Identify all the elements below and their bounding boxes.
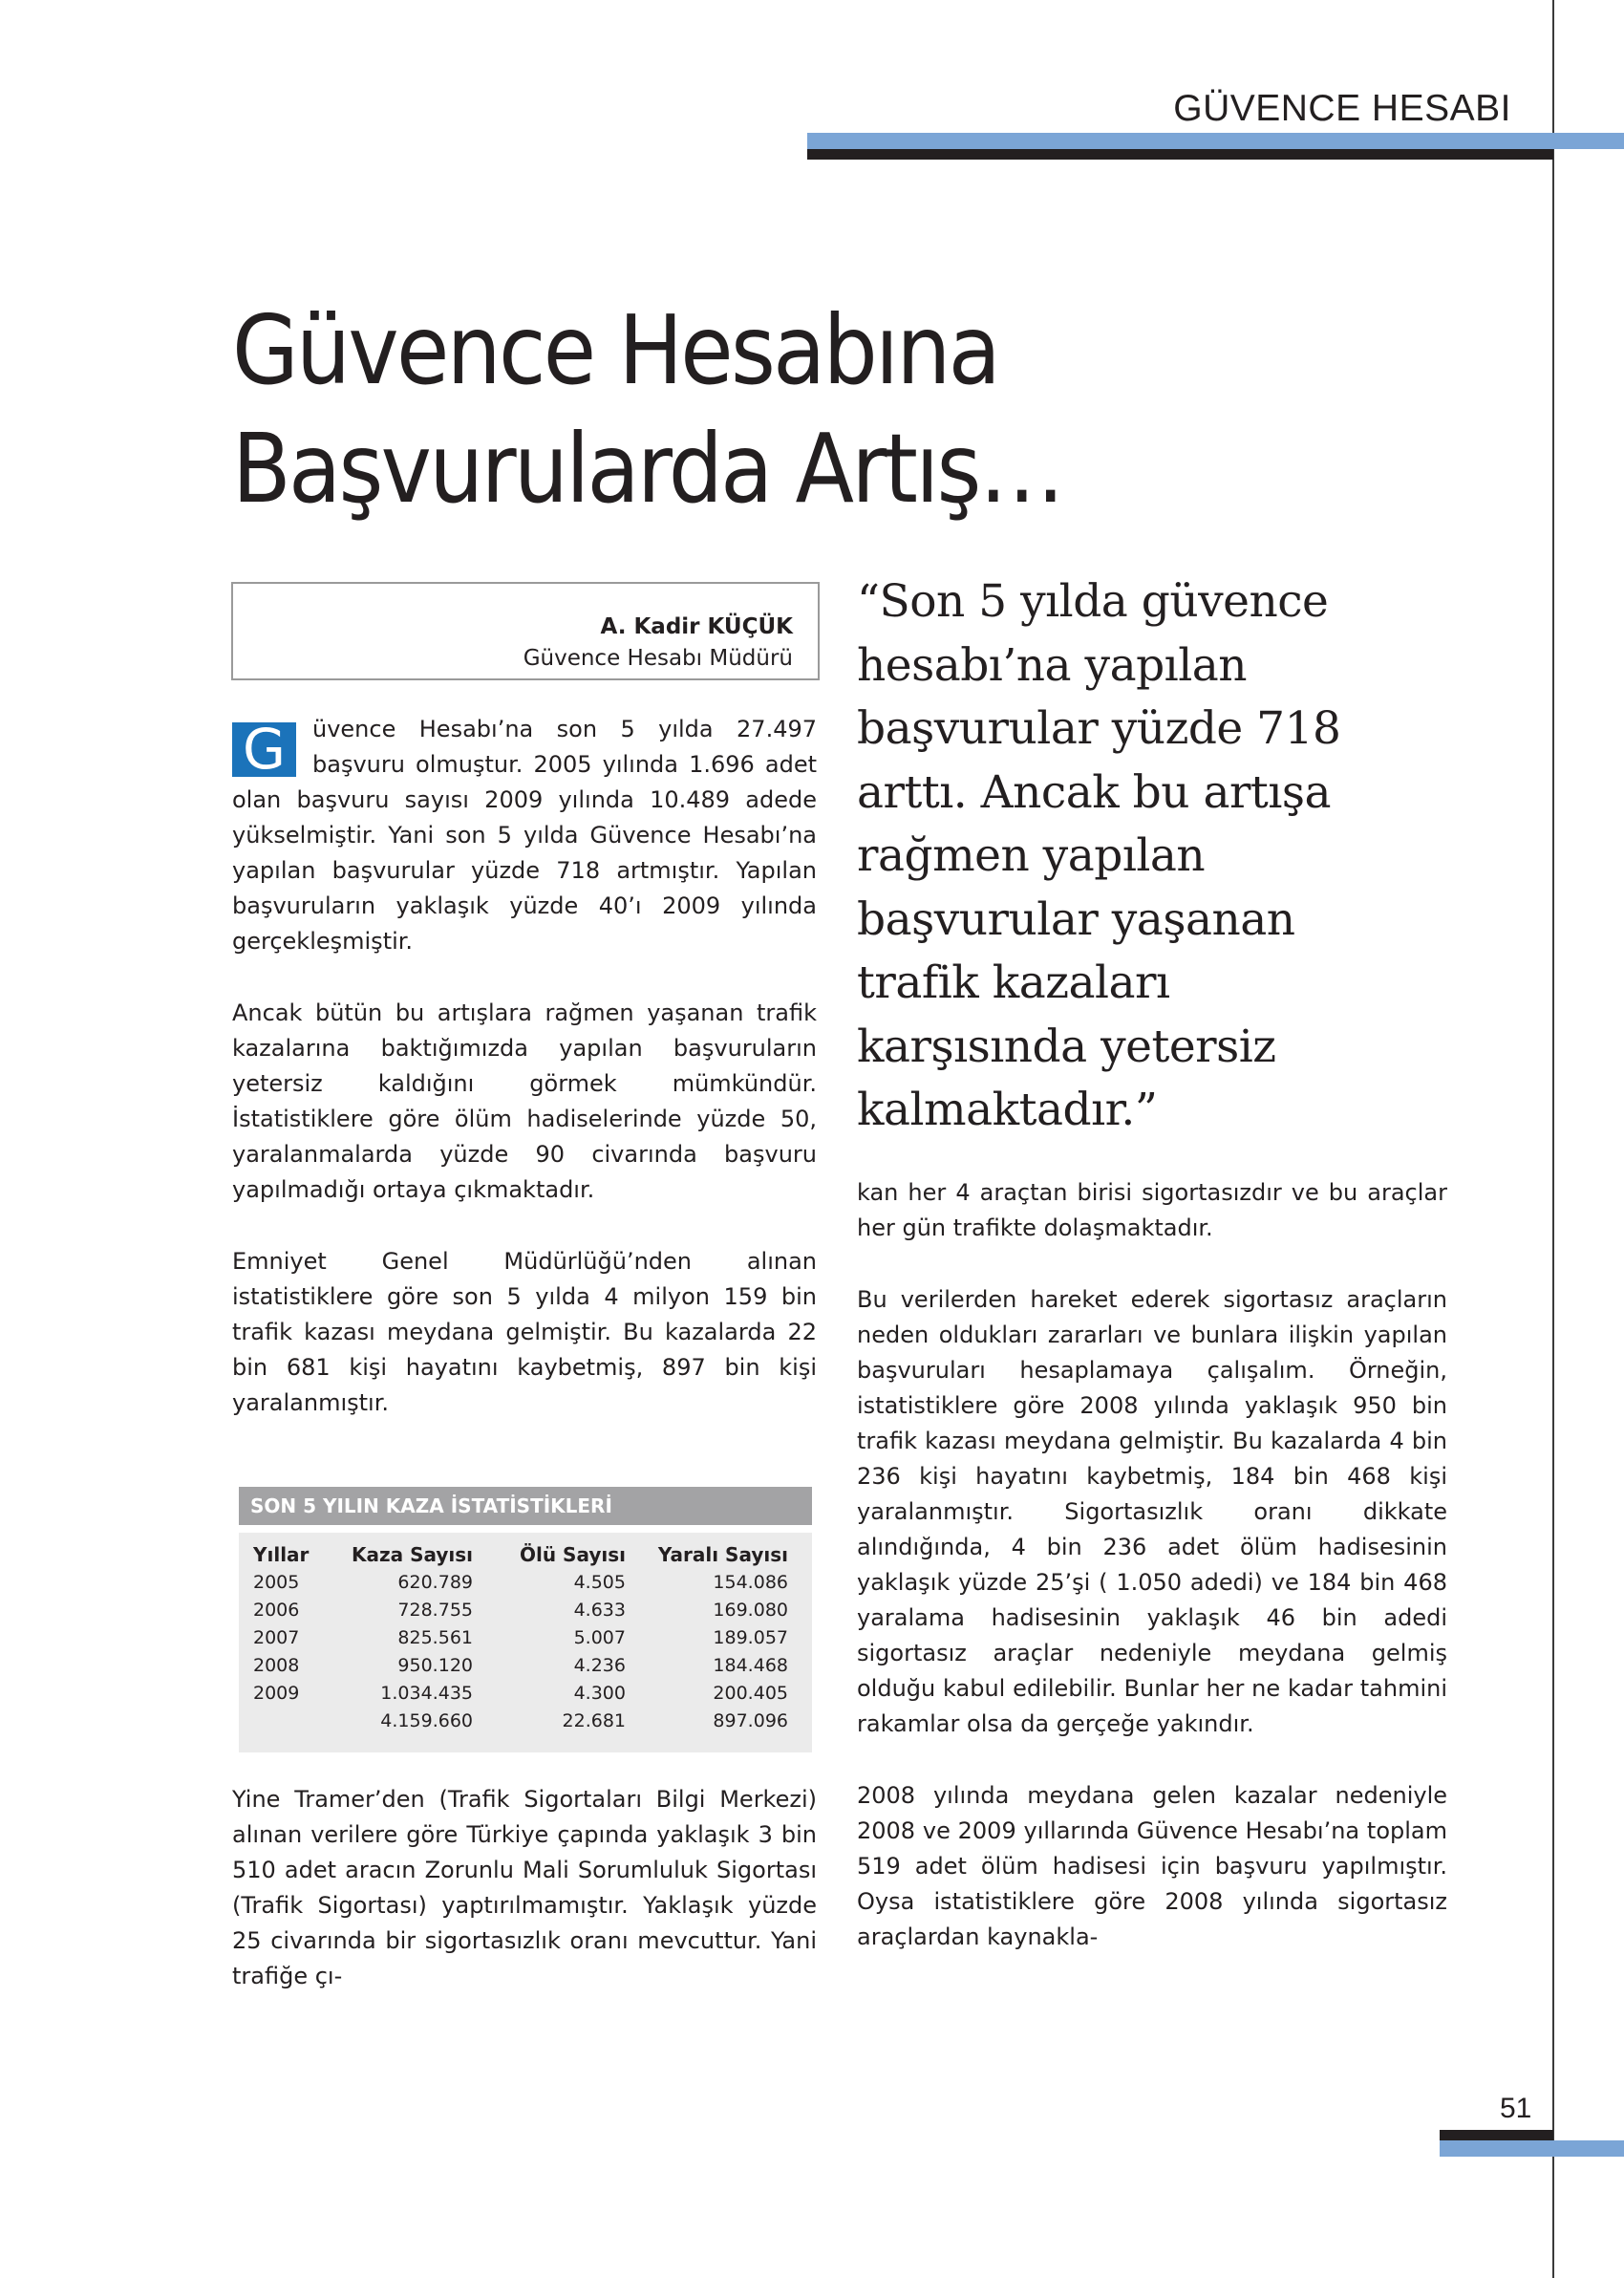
- footer-black-bar: [1440, 2130, 1553, 2140]
- col-header-accidents: Kaza Sayısı: [351, 1543, 473, 1566]
- page-margin-rule: [1552, 0, 1554, 2278]
- cell-deaths: 4.300: [573, 1683, 626, 1704]
- pull-quote-line: arttı. Ancak bu artışa: [857, 765, 1331, 819]
- paragraph-text: üvence Hesabı’na son 5 yılda 27.497 başvuru olmuştur. 2005 yılında 1.696 adet olan başvuru sayısı 2009 yılında 10.489 adede yükselmiştir. Yani son 5 yılda Güvence Hesabı’na yapılan başvurular yüzde 718 artmıştır. Yapılan başvuruların yaklaşık yüzde 40’ı 2009 yılında gerçekleşmiştir.: [232, 716, 817, 955]
- cell-year: [253, 1708, 315, 1735]
- cell-accidents: 825.561: [397, 1627, 473, 1648]
- pull-quote: [857, 570, 1449, 1143]
- paragraph: Bu verilerden hareket ederek sigortasız araçların neden oldukları zararları ve bunlara ilişkin yapılan başvuruları hesaplamaya çalışalım. Örneğin, istatistiklere göre 2008 yılında yaklaşık 950 bin trafik kazası meydana gelmiştir. Bu kazalarda 4 bin 236 kişi hayatını kaybetmiş, 184 bin 468 kişi yaralanmıştır. Sigortasızlık oranı dikkate alındığında, 4 bin 236 adet ölüm hadisesinin yaklaşık yüzde 25’şi ( 1.050 adedi) ve 184 bin 468 yaralama hadisesinin yaklaşık 46 bin adedi sigortasız araçlar nedeniyle meydana gelmiş olduğu kabul edilebilir. Bunlar her ne kadar tahmini rakamlar olsa da gerçeğe yakındır.: [857, 1286, 1447, 1737]
- pull-quote-line: başvurular yaşanan: [857, 892, 1295, 946]
- paragraph: [232, 712, 817, 959]
- paragraph: Yine Tramer’den (Trafik Sigortaları Bilgi Merkezi) alınan verilere göre Türkiye çapında yaklaşık 3 bin 510 adet aracın Zorunlu Mali Sorumluluk Sigortası (Trafik Sigortası) yaptırılmamıştır. Yaklaşık yüzde 25 civarında bir sigortasızlık oranı mevcuttur. Yani trafiğe çı-: [232, 1786, 817, 1989]
- table-row: [253, 1652, 798, 1680]
- cell-accidents: 950.120: [397, 1655, 473, 1676]
- col-header-years: Yıllar: [253, 1543, 310, 1566]
- paragraph: kan her 4 araçtan birisi sigortasızdır ve bu araçlar her gün trafikte dolaşmaktadır.: [857, 1179, 1447, 1241]
- title-line-1: Güvence Hesabına: [232, 294, 999, 406]
- stats-table-title: SON 5 YILIN KAZA İSTATİSTİKLERİ: [239, 1487, 812, 1525]
- cell-accidents: 728.755: [397, 1600, 473, 1621]
- cell-accidents: 1.034.435: [380, 1683, 473, 1704]
- cell-year: 2009: [253, 1683, 300, 1704]
- pull-quote-line: karşısında yetersiz: [857, 1020, 1276, 1073]
- cell-total-deaths: 22.681: [562, 1710, 626, 1731]
- author-name: A. Kadir KÜÇÜK: [600, 614, 793, 639]
- col-header-deaths: Ölü Sayısı: [520, 1543, 626, 1566]
- accident-stats-table: [239, 1487, 812, 1752]
- cell-total-accidents: 4.159.660: [380, 1710, 473, 1731]
- pull-quote-line: “Son 5 yılda güvence: [857, 575, 1329, 628]
- table-total-row: [253, 1708, 798, 1735]
- author-byline-box: [231, 582, 820, 680]
- pull-quote-line: başvurular yüzde 718: [857, 702, 1341, 755]
- cell-injured: 200.405: [713, 1683, 788, 1704]
- table-row: [253, 1680, 798, 1708]
- article-left-column-lower: [232, 1782, 817, 2031]
- page-number: 51: [1500, 2093, 1532, 2124]
- article-right-column: [857, 1175, 1447, 1991]
- pull-quote-line: hesabı’na yapılan: [857, 638, 1248, 692]
- cell-year: 2005: [253, 1572, 300, 1593]
- cell-year: 2008: [253, 1655, 300, 1676]
- stats-table-header-row: [253, 1540, 798, 1569]
- section-label: GÜVENCE HESABI: [1173, 88, 1511, 129]
- paragraph: 2008 yılında meydana gelen kazalar nedeniyle 2008 ve 2009 yıllarında Güvence Hesabı’na toplam 519 adet ölüm hadisesi için başvuru yapılmıştır. Oysa istatistiklere göre 2008 yılında sigortasız araçlardan kaynakla-: [857, 1782, 1447, 1950]
- cell-injured: 169.080: [713, 1600, 788, 1621]
- cell-deaths: 4.236: [573, 1655, 626, 1676]
- cell-injured: 184.468: [713, 1655, 788, 1676]
- header-black-bar: [807, 149, 1553, 160]
- drop-cap: G: [232, 722, 296, 777]
- cell-injured: 189.057: [713, 1627, 788, 1648]
- cell-year: 2007: [253, 1627, 300, 1648]
- cell-total-injured: 897.096: [713, 1710, 788, 1731]
- table-row: [253, 1597, 798, 1624]
- article-title: [232, 291, 1062, 528]
- col-header-injured: Yaralı Sayısı: [657, 1543, 788, 1566]
- paragraph: Ancak bütün bu artışlara rağmen yaşanan trafik kazalarına baktığımızda yapılan başvuruların yetersiz kaldığını görmek mümkündür. İstatistiklere göre ölüm hadiselerinde yüzde 50, yaralanmalarda yüzde 90 civarında başvuru yapılmadığı ortaya çıkmaktadır.: [232, 999, 817, 1203]
- pull-quote-line: trafik kazaları: [857, 956, 1170, 1009]
- header-accent-bar: [807, 133, 1624, 149]
- cell-deaths: 5.007: [573, 1627, 626, 1648]
- cell-deaths: 4.505: [573, 1572, 626, 1593]
- title-line-2: Başvurularda Artış…: [232, 413, 1063, 525]
- footer-accent-bar: [1440, 2140, 1624, 2157]
- paragraph: Emniyet Genel Müdürlüğü’nden alınan istatistiklere göre son 5 yılda 4 milyon 159 bin trafik kazası meydana gelmiştir. Bu kazalarda 22 bin 681 kişi hayatını kaybetmiş, 897 bin kişi yaralanmıştır.: [232, 1248, 817, 1416]
- pull-quote-line: rağmen yapılan: [857, 829, 1206, 882]
- pull-quote-line: kalmaktadır.”: [857, 1084, 1158, 1136]
- cell-deaths: 4.633: [573, 1600, 626, 1621]
- cell-injured: 154.086: [713, 1572, 788, 1593]
- stats-table-body: [239, 1533, 812, 1752]
- cell-year: 2006: [253, 1600, 300, 1621]
- article-left-column: [232, 712, 817, 1457]
- table-row: [253, 1624, 798, 1652]
- cell-accidents: 620.789: [397, 1572, 473, 1593]
- author-role: Güvence Hesabı Müdürü: [523, 646, 793, 671]
- table-row: [253, 1569, 798, 1597]
